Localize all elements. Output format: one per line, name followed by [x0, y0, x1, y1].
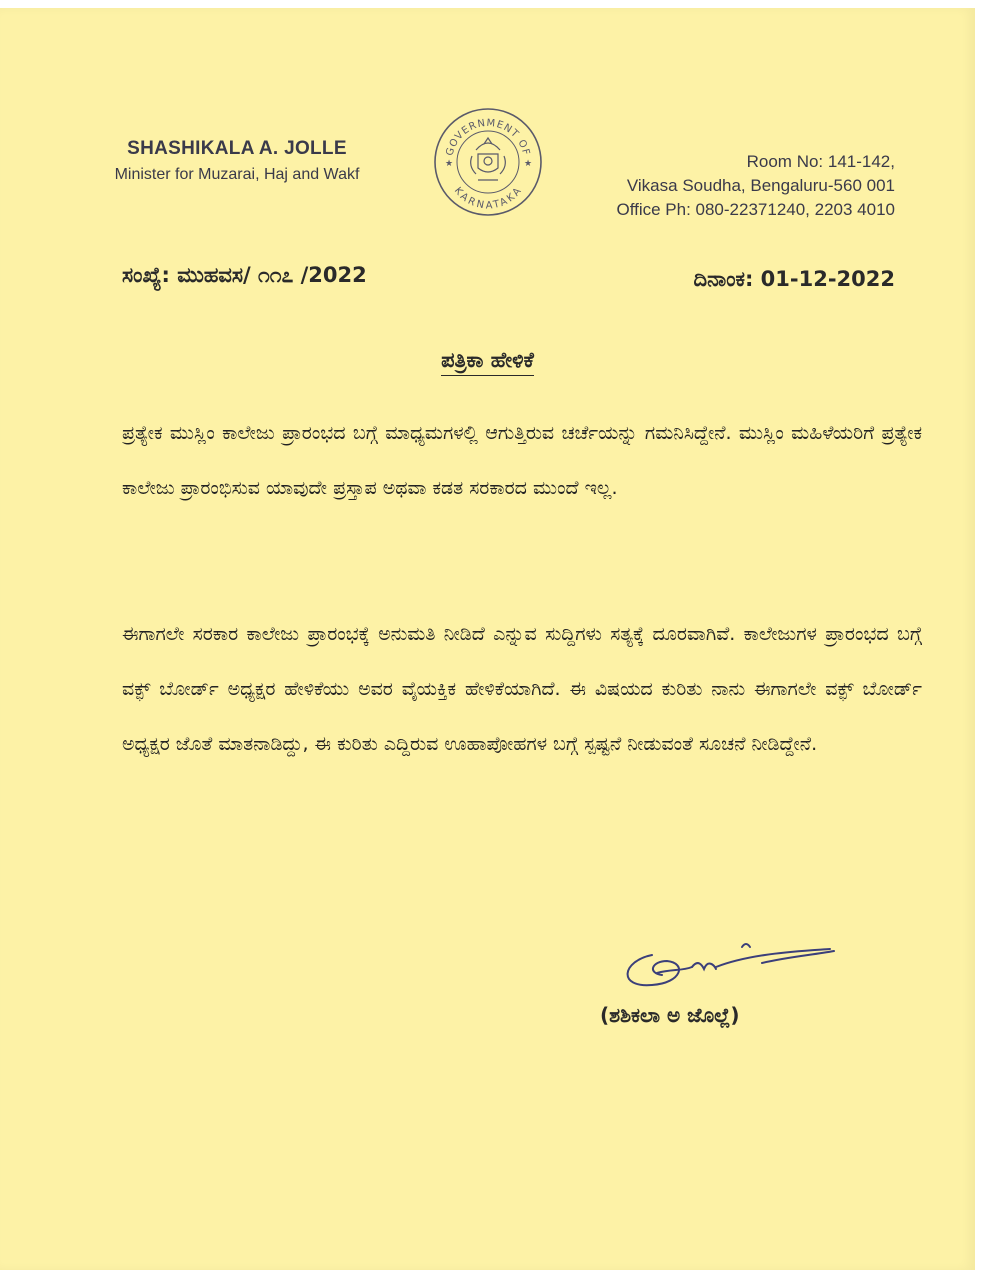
- press-release-title: ಪತ್ರಿಕಾ ಹೇಳಿಕೆ: [441, 348, 534, 376]
- letter-date: ದಿನಾಂಕ: 01-12-2022: [693, 267, 895, 291]
- svg-text:★: ★: [445, 159, 454, 169]
- signatory-name: (ಶಶಿಕಲಾ ಅ ಜೊಲ್ಲೆ): [600, 1003, 740, 1027]
- reference-number: ಸಂಖ್ಯೆ: ಮುಹವಸ/ ೧೧೭ /2022: [122, 263, 367, 287]
- svg-text:★: ★: [524, 159, 533, 169]
- svg-text:KARNATAKA: [452, 185, 524, 211]
- office-phone: Office Ph: 080-22371240, 2203 4010: [616, 200, 895, 219]
- minister-name: SHASHIKALA A. JOLLE: [127, 138, 347, 159]
- seal-bottom-text: KARNATAKA: [451, 185, 525, 212]
- body-paragraph-2: ಈಗಾಗಲೇ ಸರಕಾರ ಕಾಲೇಜು ಪ್ರಾರಂಭಕ್ಕೆ ಅನುಮತಿ ನೀಡಿದೆ ಎನ್ನುವ ಸುದ್ದಿಗಳು ಸತ್ಯಕ್ಕೆ ದೂರವಾಗಿವೆ. ಕಾಲೇಜುಗಳ ಪ್ರಾರಂಭದ ಬಗ್ಗೆ ವಕ್ಫ್ ಬೋರ್ಡ್ ಅಧ್ಯಕ್ಷರ ಹೇಳಿಕೆಯು ಅವರ ವೈಯಕ್ತಿಕ ಹೇಳಿಕೆಯಾಗಿದೆ. ಈ ವಿಷಯದ ಕುರಿತು ನಾನು ಈಗಾಗಲೇ ವಕ್ಫ್ ಬೋರ್ಡ್ ಅಧ್ಯಕ್ಷರ ಜೊತೆ ಮಾತನಾಡಿದ್ದು, ಈ ಕುರಿತು ಎದ್ದಿರುವ ಊಹಾಪೋಹಗಳ ಬಗ್ಗೆ ಸ್ಪಷ್ಟನೆ ನೀಡುವಂತೆ ಸೂಚನೆ ನೀಡಿದ್ದೇನೆ.: [122, 623, 922, 755]
- minister-designation: Minister for Muzarai, Haj and Wakf: [114, 166, 360, 183]
- address-line-1: Room No: 141-142,: [746, 152, 895, 171]
- karnataka-government-seal-icon: [432, 106, 544, 218]
- letter-page: [0, 8, 975, 1270]
- seal-top-text: GOVERNMENT OF: [444, 117, 532, 158]
- office-address: [535, 150, 895, 222]
- body-paragraph-1: ಪ್ರತ್ಯೇಕ ಮುಸ್ಲಿಂ ಕಾಲೇಜು ಪ್ರಾರಂಭದ ಬಗ್ಗೆ ಮಾಧ್ಯಮಗಳಲ್ಲಿ ಆಗುತ್ತಿರುವ ಚರ್ಚೆಯನ್ನು ಗಮನಿಸಿದ್ದೇನೆ. ಮುಸ್ಲಿಂ ಮಹಿಳೆಯರಿಗೆ ಪ್ರತ್ಯೇಕ ಕಾಲೇಜು ಪ್ರಾರಂಭಿಸುವ ಯಾವುದೇ ಪ್ರಸ್ತಾಪ ಅಥವಾ ಕಡತ ಸರಕಾರದ ಮುಂದೆ ಇಲ್ಲ.: [122, 422, 922, 499]
- press-release-heading: [0, 348, 975, 373]
- handwritten-signature: [612, 933, 842, 1003]
- minister-block: [72, 138, 402, 184]
- address-line-2: Vikasa Soudha, Bengaluru-560 001: [626, 176, 895, 195]
